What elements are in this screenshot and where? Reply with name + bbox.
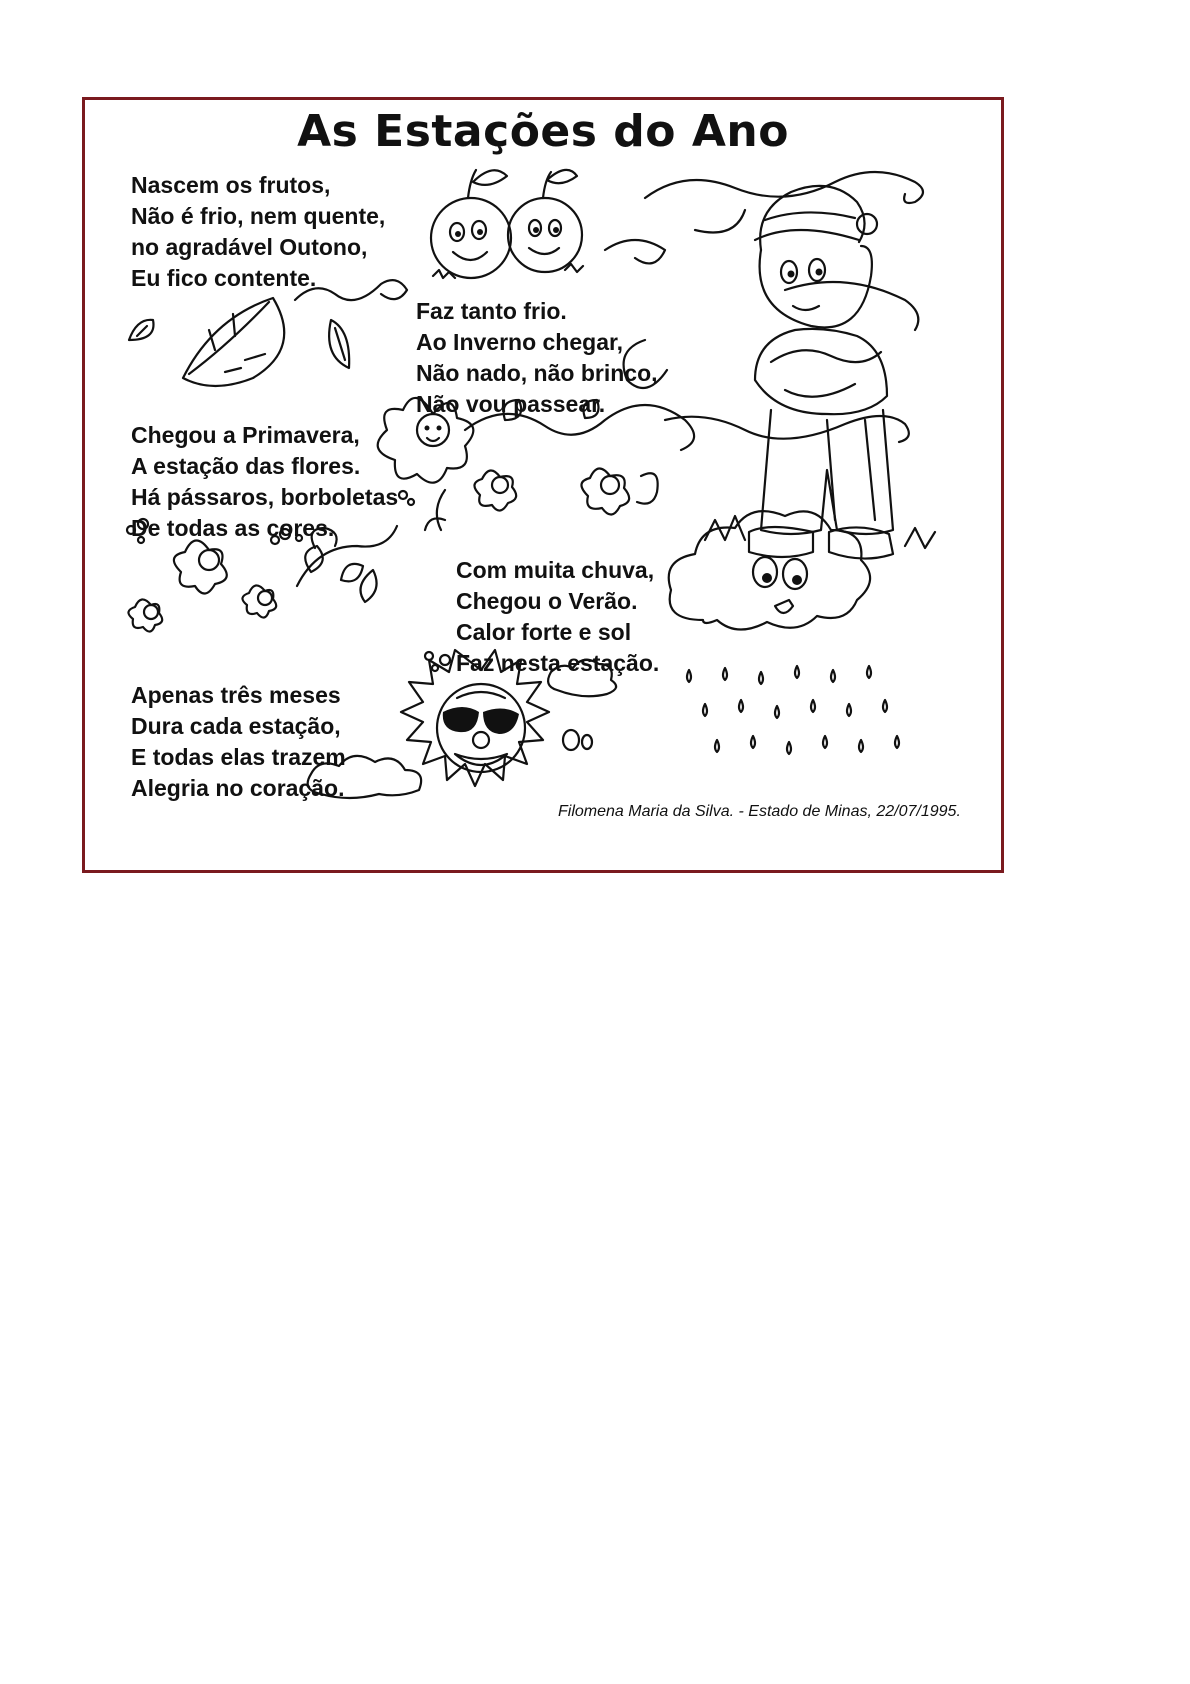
poem-line: Há pássaros, borboletas <box>131 484 399 510</box>
poem-line: Alegria no coração. <box>131 775 345 801</box>
poem-line: Nascem os frutos, <box>131 172 331 198</box>
raindrops <box>687 666 899 754</box>
poem-line: Apenas três meses <box>131 682 341 708</box>
apples-icon <box>431 170 583 278</box>
poem-line: Com muita chuva, <box>456 557 655 583</box>
stanza-closing <box>131 680 346 804</box>
poem-line: Eu fico contente. <box>131 265 317 291</box>
poem-line: no agradável Outono, <box>131 234 368 260</box>
poem-card <box>82 97 1004 873</box>
author-credit: Filomena Maria da Silva. - Estado de Minas, 22/07/1995. <box>558 803 961 820</box>
poem-line: Ao Inverno chegar, <box>416 329 624 355</box>
stanza-spring <box>131 420 398 544</box>
stanza-autumn <box>131 170 385 294</box>
poem-line: Não vou passear. <box>416 391 606 417</box>
rain-cloud-icon <box>669 511 899 754</box>
page-title: As Estações do Ano <box>297 106 789 157</box>
boy-in-wind-icon <box>705 186 935 559</box>
poem-line: Chegou o Verão. <box>456 588 638 614</box>
poem-line: De todas as cores. <box>131 515 335 541</box>
poem-line: Não é frio, nem quente, <box>131 203 386 229</box>
poem-line: E todas elas trazem <box>131 744 346 770</box>
poem-line: Dura cada estação, <box>131 713 341 739</box>
leaves-icon <box>129 280 407 386</box>
poem-line: A estação das flores. <box>131 453 361 479</box>
poem-line: Faz tanto frio. <box>416 298 567 324</box>
poem-line: Calor forte e sol <box>456 619 632 645</box>
stanza-winter <box>416 296 658 420</box>
stanza-summer <box>456 555 659 679</box>
poem-line: Faz nesta estação. <box>456 650 660 676</box>
poem-line: Chegou a Primavera, <box>131 422 360 448</box>
poem-line: Não nado, não brinco, <box>416 360 658 386</box>
